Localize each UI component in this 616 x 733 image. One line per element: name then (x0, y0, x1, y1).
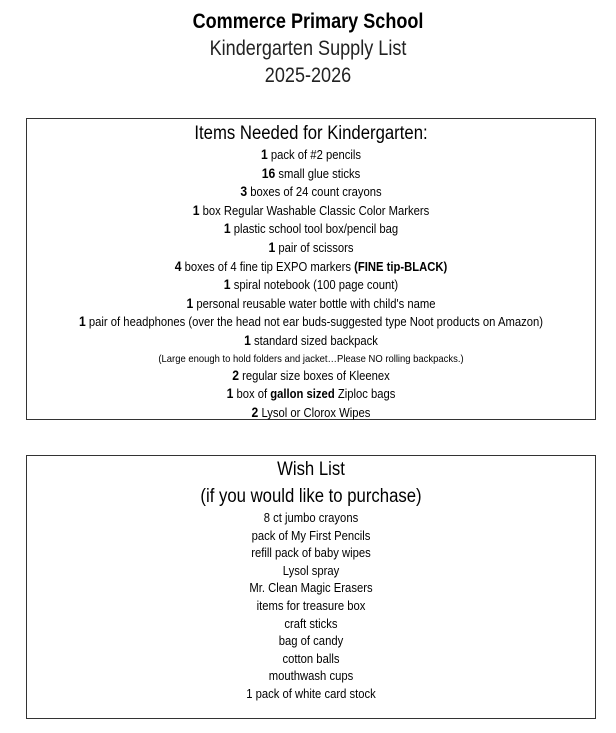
list-item: bag of candy (278, 634, 344, 649)
item-quantity: 4 (174, 258, 182, 274)
item-text: boxes of 4 fine tip EXPO markers (181, 259, 355, 274)
list-item: Lysol spray (282, 563, 340, 578)
item-quantity: 1 (261, 147, 268, 162)
item-quantity: 1 (268, 239, 276, 255)
item-quantity: 1 (226, 386, 234, 402)
wish-list-box (26, 455, 596, 719)
list-item: 8 ct jumbo crayons (263, 511, 359, 525)
item-text: small glue sticks (275, 166, 361, 181)
wish-list-title: Wish List (277, 459, 345, 480)
list-item (55, 165, 566, 184)
list-item (55, 385, 566, 404)
document-header (0, 8, 616, 89)
item-quantity: 3 (240, 184, 248, 200)
list-item: craft sticks (284, 616, 338, 631)
item-highlight: gallon sized (270, 387, 335, 402)
item-quantity: 1 (186, 295, 194, 311)
list-title: Kindergarten Supply List (209, 37, 407, 60)
backpack-note: (Large enough to hold folders and jacket…Please NO rolling backpacks.) (158, 352, 464, 365)
item-quantity: 2 (251, 404, 259, 420)
item-text: standard sized backpack (250, 333, 378, 348)
wish-list-subtitle: (if you would like to purchase) (200, 486, 422, 507)
required-items-box (26, 118, 596, 420)
school-year: 2025-2026 (264, 64, 352, 87)
item-text: personal reusable water bottle with child's name (193, 296, 436, 311)
item-quantity: 1 (79, 314, 86, 330)
required-items-title: Items Needed for Kindergarten: (194, 123, 428, 144)
list-item (55, 258, 566, 277)
item-text: pair of headphones (over the head not ear buds-suggested type Noot products on Amazon) (85, 315, 543, 330)
list-item: pack of My First Pencils (251, 528, 371, 543)
list-item: cotton balls (282, 651, 340, 666)
item-text: box Regular Washable Classic Color Markers (199, 203, 430, 218)
item-quantity: 16 (261, 165, 276, 181)
item-quantity: 1 (244, 332, 251, 348)
required-items-list (27, 146, 595, 422)
item-text: box of (233, 387, 271, 402)
item-quantity: 1 (192, 202, 200, 218)
item-highlight: (FINE tip-BLACK) (354, 259, 448, 274)
item-text: plastic school tool box/pencil bag (230, 222, 399, 237)
item-text: pair of scissors (275, 240, 354, 255)
list-item (55, 332, 566, 351)
list-item: 1 pack of white card stock (246, 686, 376, 701)
wish-list-items (27, 510, 595, 704)
list-item: mouthwash cups (268, 669, 354, 684)
item-text: pack of #2 pencils (267, 148, 361, 162)
list-item (55, 220, 566, 239)
list-item (55, 404, 566, 423)
list-item: items for treasure box (256, 598, 366, 613)
list-item (55, 295, 566, 314)
item-quantity: 1 (223, 277, 231, 293)
list-item (55, 202, 566, 221)
item-text-tail: Ziploc bags (334, 387, 396, 402)
list-item (55, 276, 566, 295)
list-item: Mr. Clean Magic Erasers (249, 581, 373, 596)
item-text: Lysol or Clorox Wipes (258, 405, 371, 420)
item-text: boxes of 24 count crayons (247, 185, 382, 200)
list-item: refill pack of baby wipes (251, 546, 371, 561)
school-name: Commerce Primary School (192, 10, 424, 33)
item-text: regular size boxes of Kleenex (239, 368, 390, 383)
list-item (55, 183, 566, 202)
item-quantity: 2 (232, 367, 240, 383)
list-item (55, 313, 566, 332)
list-item (55, 367, 566, 386)
item-quantity: 1 (223, 221, 231, 237)
item-text: spiral notebook (100 page count) (230, 278, 399, 293)
list-item (55, 146, 566, 165)
list-item (55, 239, 566, 258)
